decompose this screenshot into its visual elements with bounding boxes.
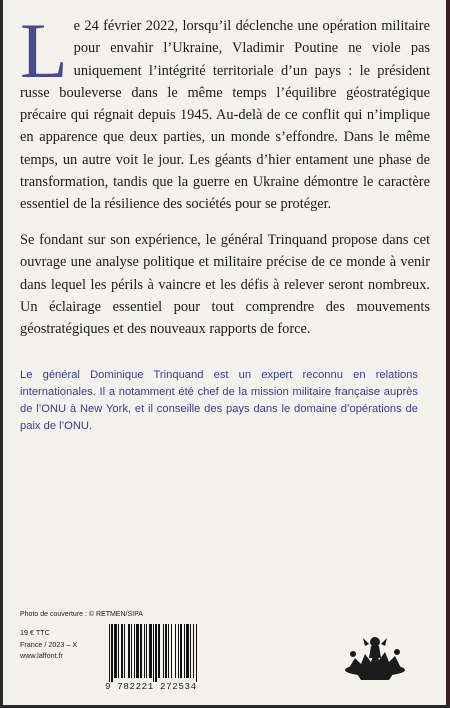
publisher-logo [335, 624, 415, 684]
price-label: 19 € TTC [20, 628, 50, 637]
barcode-bar [180, 624, 182, 678]
barcode-bar [186, 624, 189, 678]
barcode-bar [109, 624, 110, 682]
barcode-bar [153, 624, 154, 682]
barcode-bar [155, 624, 157, 682]
barcode [107, 624, 227, 684]
barcode-bar [171, 624, 172, 678]
barcode-bar [193, 624, 194, 678]
author-bio: Le général Dominique Trinquand est un expert reconnu en relations internationales. Il a notamment été chef de la mission militaire française auprès de l’ONU à New York, et il conseille des pays dans le domaine d’opérations de paix de l’ONU. [20, 369, 418, 432]
country-year-label: France / 2023 – X [20, 639, 78, 649]
barcode-bar [163, 624, 164, 678]
barcode-bar [178, 624, 179, 678]
barcode-bar [158, 624, 160, 678]
barcode-bar [121, 624, 123, 678]
barcode-bar [128, 624, 130, 678]
isbn-number: 9 782221 272534 [105, 681, 197, 692]
cover-edge-left [0, 0, 3, 708]
cover-edge-right [446, 0, 450, 708]
barcode-bar [196, 624, 197, 682]
barcode-bar [114, 624, 117, 678]
blurb-paragraph-1 [20, 7, 430, 216]
blurb-paragraph-1-text: e 24 février 2022, lorsqu’il déclenche une opération militaire pour envahir l’Ukraine, Vladimir Poutine ne viole pas uniquement l’intégrité territoriale d’un pays : le président russe bouleverse dans le même temps l’équilibre géostratégique précaire qui régnait depuis 1945. Au-delà de ce conflit qui n’implique en apparence que deux parties, un monde s’effondre. Dans le même temps, un autre voit le jour. Les géants d’hier entament une phase de transformation, tandis que la guerre en Ukraine démontre le caractère essentiel de la résilience des sociétés pour se protéger. [20, 18, 430, 213]
dropcap-letter: L [20, 7, 68, 94]
publisher-url: www.laffont.fr [20, 651, 64, 660]
barcode-bar [175, 624, 176, 678]
barcode-bar [124, 624, 125, 678]
barcode-bar [111, 624, 113, 682]
barcode-bar [165, 624, 167, 678]
barcode-bar [184, 624, 185, 678]
barcode-bar [118, 624, 119, 678]
barcode-bar [168, 624, 169, 678]
barcode-bar [134, 624, 135, 678]
photo-credit: Photo de couverture : © RETMEN/SIPA [20, 611, 143, 618]
barcode-bar [149, 624, 152, 678]
barcode-bar [136, 624, 139, 678]
barcode-bar [146, 624, 147, 678]
barcode-bar [190, 624, 191, 678]
barcode-bar [131, 624, 132, 678]
price-box [20, 627, 77, 662]
barcode-bar [140, 624, 142, 678]
blurb-paragraph-2: Se fondant sur son expérience, le général Trinquand propose dans cet ouvrage une analyse politique et militaire précise de ce monde à venir dans lequel les périls à vaincre et les défis à relever seront nombreux. Un éclairage essentiel pour tout comprendre des mouvements géostratégiques et des nouveaux rapports de force. [20, 232, 430, 338]
laffont-emblem-icon [335, 624, 415, 684]
barcode-bar [144, 624, 145, 678]
barcode-bars [107, 624, 227, 682]
